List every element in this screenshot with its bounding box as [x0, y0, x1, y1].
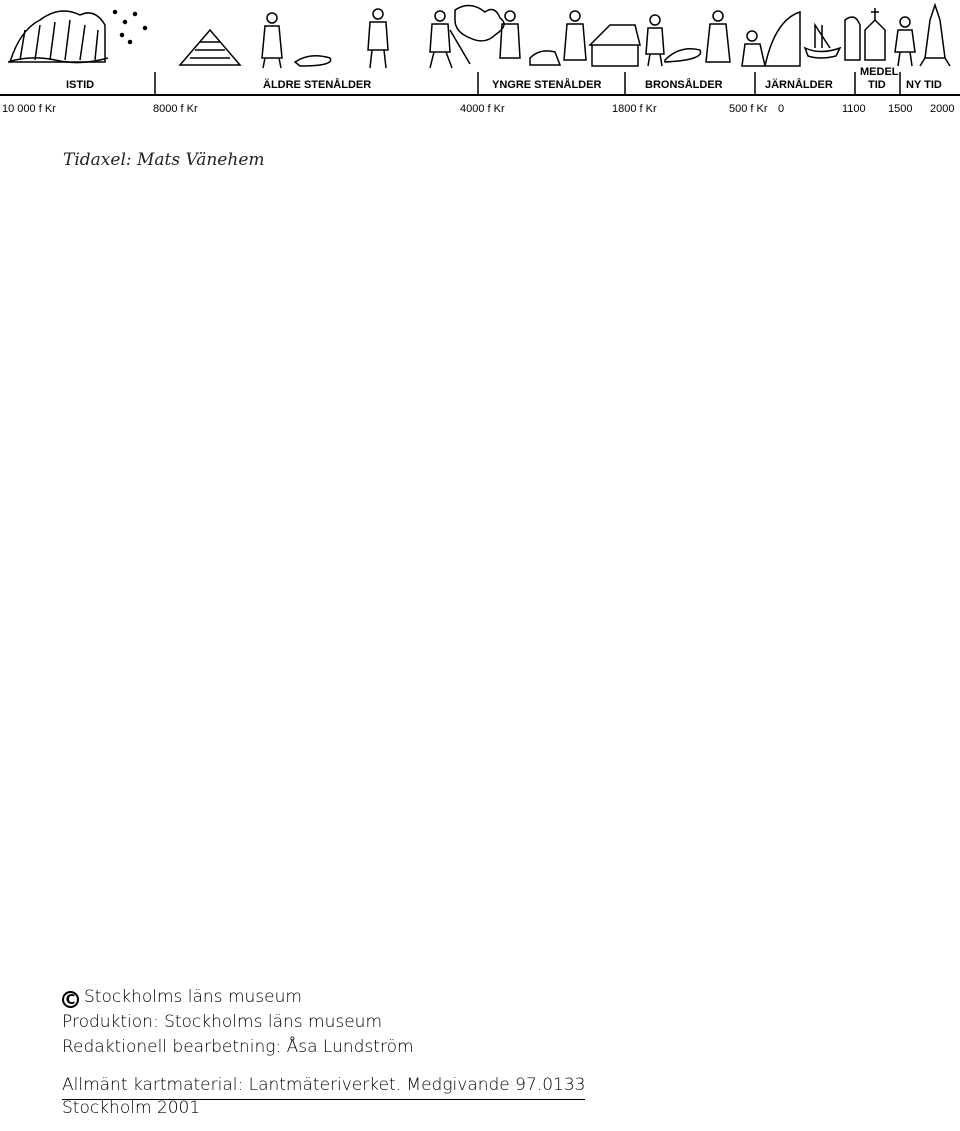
year-label: 4000 f Kr [460, 103, 505, 115]
year-label: 500 f Kr [729, 103, 768, 115]
place-year-line: Stockholm 2001 [62, 1098, 201, 1118]
year-label: 1800 f Kr [612, 103, 657, 115]
period-label: JÄRNÅLDER [765, 79, 833, 91]
year-label: 8000 f Kr [153, 103, 198, 115]
period-label: BRONSÅLDER [645, 79, 723, 91]
illustration-credit: Tidaxel: Mats Vänehem [63, 150, 265, 170]
year-label: 1100 [842, 103, 866, 115]
period-label: MEDEL [860, 66, 899, 78]
copyright-line [62, 985, 585, 1010]
year-label: 10 000 f Kr [2, 103, 56, 115]
period-label: NY TID [906, 79, 942, 91]
production-line: Produktion: Stockholms läns museum [62, 1012, 383, 1032]
maps-text: Allmänt kartmaterial: Lantmäteriverket. Medgivande 97.0133 [62, 1073, 585, 1100]
year-label: 0 [778, 103, 785, 115]
editing-line: Redaktionell bearbetning: Åsa Lundström [62, 1037, 414, 1057]
timeline-drawings [8, 5, 950, 68]
period-label: ÄLDRE STENÅLDER [263, 79, 372, 91]
period-label: YNGRE STENÅLDER [492, 79, 602, 91]
timeline-illustration [0, 0, 960, 120]
year-label: 2000 [930, 103, 955, 115]
period-label: ISTID [66, 79, 95, 91]
publisher: Stockholms läns museum [84, 987, 302, 1007]
year-label: 1500 [888, 103, 913, 115]
colophon [62, 985, 585, 1121]
copyright-icon: C [62, 991, 79, 1008]
period-label: TID [868, 79, 886, 91]
